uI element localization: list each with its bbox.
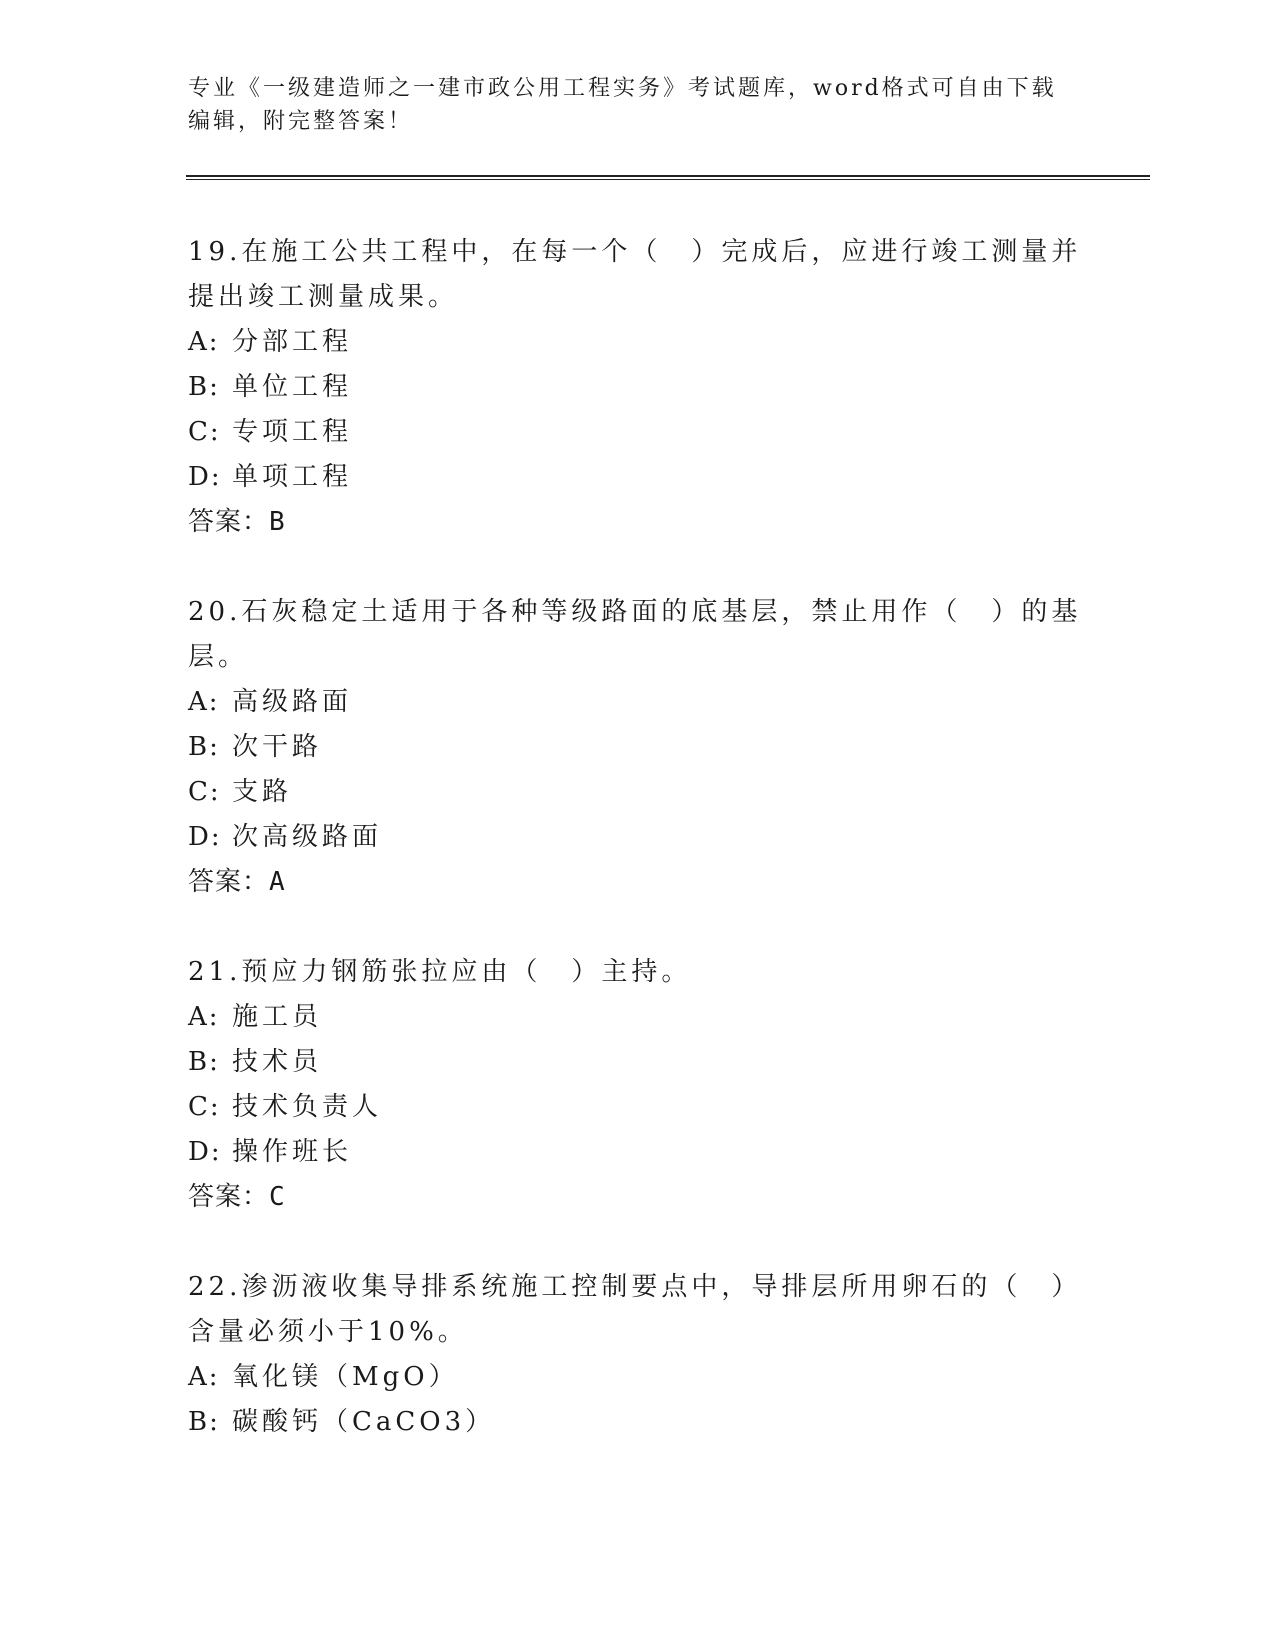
- question-22: [188, 1265, 1088, 1445]
- document-header: 专业《一级建造师之一建市政公用工程实务》考试题库，word格式可自由下载编辑，附完整答案！: [188, 76, 1057, 134]
- option-a: A: 分部工程: [188, 327, 353, 357]
- option-c: C: 技术负责人: [188, 1092, 383, 1122]
- option-b: B: 技术员: [188, 1047, 323, 1077]
- option-a: A: 高级路面: [188, 687, 353, 717]
- option-c: C: 支路: [188, 777, 293, 807]
- question-21: [188, 950, 1088, 1220]
- option-d: D: 操作班长: [188, 1137, 353, 1167]
- answer-line: 答案：A: [188, 867, 286, 897]
- option-b: B: 碳酸钙（CaCO3）: [188, 1407, 496, 1437]
- option-d: D: 单项工程: [188, 462, 353, 492]
- header-divider: [186, 175, 1150, 180]
- option-a: A: 氧化镁（MgO）: [188, 1362, 459, 1392]
- question-stem: 20.石灰稳定土适用于各种等级路面的底基层，禁止用作（ ）的基层。: [188, 597, 1082, 672]
- option-a: A: 施工员: [188, 1002, 323, 1032]
- answer-line: 答案：C: [188, 1182, 286, 1212]
- question-stem: 22.渗沥液收集导排系统施工控制要点中，导排层所用卵石的（ ）含量必须小于10%。: [188, 1272, 1082, 1347]
- question-stem: 19.在施工公共工程中，在每一个（ ）完成后，应进行竣工测量并提出竣工测量成果。: [188, 237, 1082, 312]
- option-d: D: 次高级路面: [188, 822, 383, 852]
- option-c: C: 专项工程: [188, 417, 353, 447]
- option-b: B: 次干路: [188, 732, 323, 762]
- question-stem: 21.预应力钢筋张拉应由（ ）主持。: [188, 957, 692, 987]
- answer-line: 答案：B: [188, 507, 286, 537]
- question-20: [188, 590, 1088, 905]
- question-19: [188, 230, 1088, 545]
- option-b: B: 单位工程: [188, 372, 353, 402]
